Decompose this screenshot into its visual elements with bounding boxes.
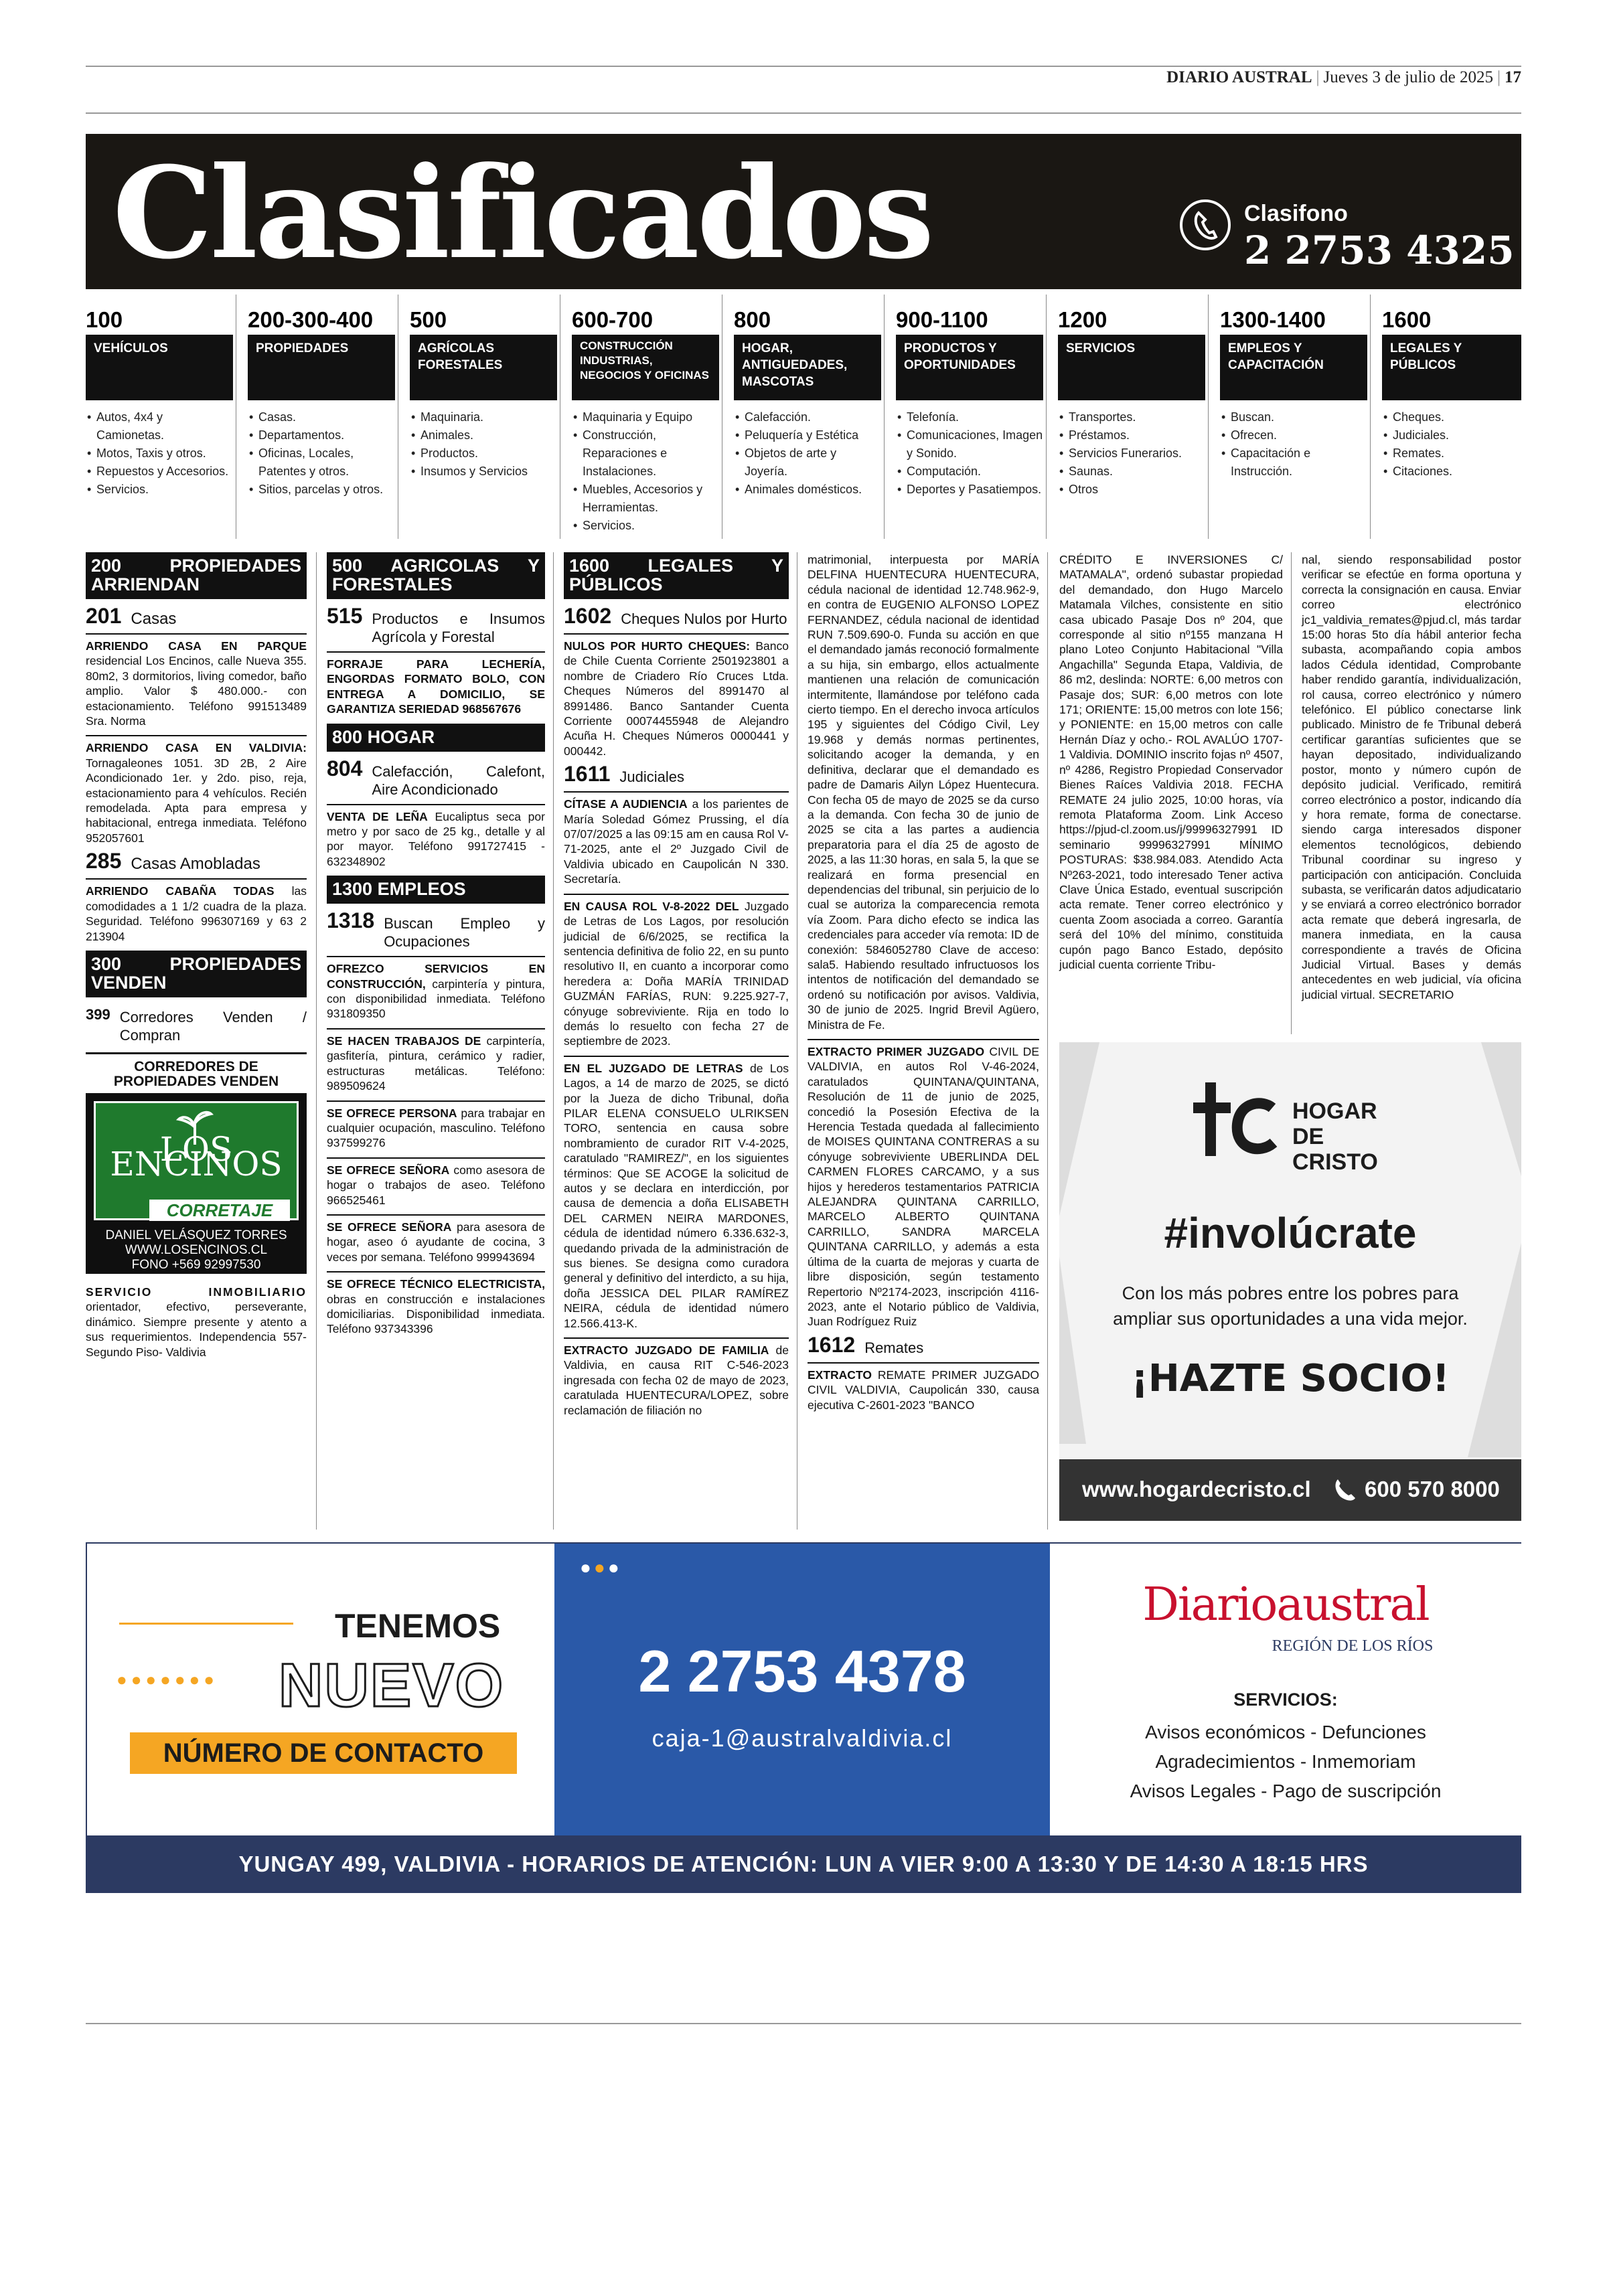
index-item: • Telefonía.	[907, 408, 1043, 426]
classified-ad: SERVICIO INMOBILIARIO orientador, efectivo, perseverante, dinámico. Siempre presente y atento a sus requerimientos. Independencia 557- Segundo Piso- Valdivia	[86, 1285, 307, 1359]
top-rule	[86, 66, 1521, 67]
diario-austral-contact-banner	[86, 1542, 1521, 1893]
header-date: Jueves 3 de julio de 2025	[1323, 68, 1493, 86]
classified-ad: CÍTASE A AUDIENCIA a los parientes de María Soledad Gómez Prussing, el día 07/07/2025 a las 09:15 am en causa Rol V-71-2025, ante el 2º Juzgado Civil de Valdivia ubicado en Caupolicán N 330. Secretaría.	[564, 791, 789, 886]
section-header-1300: 1300 EMPLEOS	[327, 876, 545, 904]
column-3	[564, 552, 789, 1424]
index-number: 1600	[1382, 307, 1432, 332]
column-divider	[1291, 552, 1292, 1034]
index-item: • Insumos y Servicios	[420, 463, 557, 481]
index-item: • Otros	[1069, 481, 1205, 499]
index-item: • Capacitación e Instrucción.	[1231, 444, 1367, 481]
classified-ad: SE OFRECE SEÑORA como asesora de hogar o trabajos de aseo. Teléfono 966525461	[327, 1157, 545, 1208]
logo-contact: DANIEL VELÁSQUEZ TORRES WWW.LOSENCINOS.CL FONO +569 92997530	[105, 1228, 287, 1272]
hogar-logo-name: HOGAR DE CRISTO	[1292, 1098, 1378, 1175]
clasifono-label: Clasifono	[1244, 201, 1348, 226]
index-item: • Departamentos.	[258, 426, 395, 444]
logo-panel	[94, 1101, 299, 1220]
index-item: • Judiciales.	[1393, 426, 1521, 444]
column-1	[86, 552, 307, 1366]
index-item: • Repuestos y Accesorios.	[96, 463, 233, 481]
index-item: • Servicios.	[583, 517, 719, 535]
index-number: 100	[86, 307, 123, 332]
index-item: • Autos, 4x4 y Camionetas.	[96, 408, 233, 444]
index-item: • Motos, Taxis y otros.	[96, 444, 233, 463]
index-number: 500	[410, 307, 447, 332]
phone-icon	[1332, 1477, 1358, 1502]
classified-ad: ARRIENDO CABAÑA TODAS las comodidades a 1 1/2 cuadra de la plaza. Seguridad. Teléfono 996307169 y 63 2 213904	[86, 878, 307, 944]
index-item: • Deportes y Pasatiempos.	[907, 481, 1043, 499]
index-1600	[1382, 307, 1521, 481]
footer-services-title: SERVICIOS:	[1233, 1690, 1338, 1710]
index-200	[248, 307, 395, 499]
subsection-399: 399 Corredores Venden / Compran	[86, 1005, 307, 1044]
footer-right-panel	[1050, 1544, 1521, 1835]
column-divider	[1047, 552, 1048, 1530]
index-label: HOGAR, ANTIGUEDADES, MASCOTAS	[734, 335, 881, 400]
index-items	[248, 408, 395, 499]
index-item: • Objetos de arte y Joyería.	[745, 444, 881, 481]
corredores-label: CORREDORES DE PROPIEDADES VENDEN	[86, 1052, 307, 1089]
index-items	[86, 408, 233, 499]
index-item: • Citaciones.	[1393, 463, 1521, 481]
index-item: • Maquinaria.	[420, 408, 557, 426]
index-100	[86, 307, 233, 499]
classified-ad: VENTA DE LEÑA Eucaliptus seca por metro y por saco de 25 kg., detalle y al por mayor. Teléfono 991727415 - 632348902	[327, 804, 545, 870]
index-item: • Préstamos.	[1069, 426, 1205, 444]
clasificados-banner	[86, 134, 1521, 289]
index-item: • Peluquería y Estética	[745, 426, 881, 444]
footer-email: caja-1@australvaldivia.cl	[652, 1724, 953, 1752]
index-divider	[1370, 295, 1371, 539]
classified-ad: SE OFRECE PERSONA para trabajar en cualquier ocupación, masculino. Teléfono 937599276	[327, 1100, 545, 1151]
index-item: • Cheques.	[1393, 408, 1521, 426]
classified-ad: ARRIENDO CASA EN PARQUE residencial Los Encinos, calle Nueva 355. 80m2, 3 dormitorios, living comedor, baño amplio. Valor $ 480.000.- con estacionamiento. Teléfono 991513489 Sra. Norma	[86, 633, 307, 728]
index-label: EMPLEOS Y CAPACITACIÓN	[1220, 335, 1367, 400]
index-item: • Comunicaciones, Imagen y Sonido.	[907, 426, 1043, 463]
index-item: • Servicios.	[96, 481, 233, 499]
header-page: 17	[1505, 68, 1521, 86]
index-item: • Muebles, Accesorios y Herramientas.	[583, 481, 719, 517]
footer-numero-contacto: NÚMERO DE CONTACTO	[130, 1732, 517, 1774]
index-item: • Computación.	[907, 463, 1043, 481]
index-500	[410, 307, 557, 481]
footer-address-bar: YUNGAY 499, VALDIVIA - HORARIOS DE ATENCIÓN: LUN A VIER 9:00 A 13:30 Y DE 14:30 A 18:15 HRS	[87, 1835, 1520, 1893]
index-item: • Construcción, Reparaciones e Instalaciones.	[583, 426, 719, 481]
index-items	[572, 408, 719, 535]
hogar-tagline: Con los más pobres entre los pobres para ampliar sus oportunidades a una vida mejor.	[1113, 1283, 1468, 1329]
footer-mid-panel	[554, 1544, 1050, 1835]
index-item: • Casas.	[258, 408, 395, 426]
logo-tag: CORRETAJE	[149, 1200, 290, 1221]
remate-notice-continued: nal, siendo responsabilidad postor verificar se efectúe en forma oportuna y correcta la consignación en causa. Enviar correo electrónico jc1_valdivia_remates@pjud.cl, más tardar 15:00 horas 5to día hábil anterior fecha subasta, acompañando copia ambos lados Cédula identidad, Comprobante haber rendido garantía, individualización, rol causa, correo electrónico y número telefónico. El público conectarse link publicado. Ministro de fe Tribunal deberá certificar garantías suficientes que se hayan depositado, individualizando postor, monto y número cupón de depósito judicial. Verificado, remitirá correo electrónico a postor, indicando día y hora remate, forma de conectarse. siendo carga interesados disponer elementos tecnológicos, debiendo Tribunal coordinar su ingreso y participación con anticipación. Concluida subasta, se verificarán datos adjudicatario y se enviará a correo electrónico borrador acta remate que deberá ingresarla, de manera inmediata, en la causa correspondiente a través de Oficina Judicial Virtual. Bases y demás antecedentes en web judicial, vía oficina judicial virtual. SECRETARIO	[1302, 553, 1521, 1001]
index-items	[1382, 408, 1521, 481]
index-item: • Transportes.	[1069, 408, 1205, 426]
hogar-bottom-bar	[1059, 1459, 1521, 1521]
subsection-1612: 1612 Remates	[808, 1332, 924, 1357]
footer-tenemos: TENEMOS	[335, 1607, 501, 1645]
index-divider	[884, 295, 885, 539]
classified-ad: EN EL JUZGADO DE LETRAS de Los Lagos, a 14 de marzo de 2025, se dictó por la Jueza de dicho Tribunal, doña PILAR ELENA CONSUELO ULRIKSEN TORO, sentencia en causa sobre nombramiento de curador RIT V-4-2025, caratulado "RAMIREZ/", en los siguientes términos: Que SE ACOGE la solicitud de autos y se declara en interdicción, por causa de demencia a doña ELISABETH DEL CARMEN NEIRA MARDONES, cédula de identidad número 6.336.632-3, quedando privada de la administración de sus bienes. Se designa como curadora general y definitivo del interdicto, a su hija, doña JESSICA DEL PILAR RAMÍREZ NEIRA, cédula de identidad número 12.566.413-K.	[564, 1056, 789, 1331]
index-item: • Calefacción.	[745, 408, 881, 426]
column-6	[1302, 552, 1521, 1002]
index-item: • Ofrecen.	[1231, 426, 1367, 444]
hogar-web: www.hogardecristo.cl	[1082, 1477, 1311, 1501]
footer-region: REGIÓN DE LOS RÍOS	[1272, 1637, 1434, 1655]
index-items	[896, 408, 1043, 499]
section-header-1600: 1600 LEGALES Y PÚBLICOS	[564, 552, 789, 599]
index-item: • Buscan.	[1231, 408, 1367, 426]
hogar-de-cristo-ad	[1059, 1042, 1521, 1521]
hogar-phone: 600 570 8000	[1365, 1477, 1500, 1501]
column-5	[1059, 552, 1283, 972]
logo-name: LOS ENCINOS	[110, 1129, 283, 1184]
phone-icon	[1180, 199, 1231, 250]
remate-notice: CRÉDITO E INVERSIONES C/ MATAMALA", ordenó subastar propiedad del demandado, don Hugo Marcelo Matamala Vilches, consistente en sitio casa ubicado Pasaje Dos nº 204, que corresponde al sitio nº155 manzana H plano Loteo Conjunto Habitacional "Villa Angachilla" Segunda Etapa, Valdivia, de 86 m2, deslinda: NORTE: 6,00 metros con Pasaje dos; SUR: 6,00 metros con lote 171; ORIENTE: 15,00 metros con lote 156; y PONIENTE: en 15,00 metros con calle Hernán Díaz y ocho.- ROL AVALÚO 1707-1 Valdivia. DOMINIO inscrito fojas nº 4507, nº 4286, Registro Propiedad Conservador Bienes Raíces Valdivia 2018. FECHA REMATE 24 julio 2025, 10:00 horas, vía remota Plataforma Zoom. Link Acceso https://pjud-cl.zoom.us/j/99996327991 ID seminario 99996327991 MÍNIMO POSTURAS: $38.984.083. Atendido Acta Nº263-2021, todo interesado Tener activa Clave Única Estado, eventual suscripción acta remate. Tener correo electrónico y cuenta Zoom asociada a correo. Garantía será del 10% del mínimo, constituida cupón pago Banco Estado, depósito judicial cuenta corriente Tribu-	[1059, 553, 1283, 971]
los-encinos-logo	[86, 1093, 307, 1274]
subsection-201: 201 Casas	[86, 604, 177, 628]
index-number: 900-1100	[896, 307, 988, 332]
index-label: SERVICIOS	[1058, 335, 1205, 400]
subsection-1611: 1611 Judiciales	[564, 762, 685, 787]
clasifono-number: 2 2753 4325	[1244, 228, 1515, 273]
classified-ad: SE HACEN TRABAJOS DE carpintería, gasfitería, pintura, cerámico y radier, estructuras metálicas. Teléfono: 989509624	[327, 1028, 545, 1094]
classified-ad: NULOS POR HURTO CHEQUES: Banco de Chile Cuenta Corriente 2501923801 a nombre de Criadero Río Cruces Ltda. Cheques Números del 8991470 al 8991486. Banco Santander Cuenta Corriente 00074455948 de Alejandro Acuña H. Cheques Números 0000441 y 000442.	[564, 633, 789, 758]
classified-ad: EXTRACTO JUZGADO DE FAMILIA de Valdivia, en causa RIT C-546-2023 ingresada con fecha 02 de mayo de 2023, caratulada HUENTECURA/LOPEZ, sobre reclamación de filiación no	[564, 1337, 789, 1418]
section-header-500: 500 AGRICOLAS Y FORESTALES	[327, 552, 545, 599]
index-1200	[1058, 307, 1205, 499]
index-600	[572, 307, 719, 535]
index-label: LEGALES Y PÚBLICOS	[1382, 335, 1521, 400]
classified-ad: ARRIENDO CASA EN VALDIVIA: Tornagaleones 1051. 3D 2B, 2 Aire Acondicionado 1er. y 2do. piso, reja, estacionamiento para 4 vehículos. Recién remodelada. Apta para empresa y habitacional, entrega inmediata. Teléfono 952057601	[86, 735, 307, 845]
banner-title: Clasificados	[112, 139, 932, 287]
subsection-285: 285 Casas Amobladas	[86, 849, 260, 874]
index-items	[734, 408, 881, 499]
index-label: PRODUCTOS Y OPORTUNIDADES	[896, 335, 1043, 400]
orange-dots: ●●●●●●●	[117, 1669, 218, 1690]
index-divider	[1046, 295, 1047, 539]
index-item: • Saunas.	[1069, 463, 1205, 481]
section-header-300: 300 PROPIEDADES VENDEN	[86, 951, 307, 997]
classified-ad: FORRAJE PARA LECHERÍA, ENGORDAS FORMATO BOLO, CON ENTREGA A DOMICILIO, SE GARANTIZA SERIEDAD 968567676	[327, 651, 545, 717]
bottom-rule	[86, 2023, 1521, 2024]
index-divider	[1208, 295, 1209, 539]
index-number: 600-700	[572, 307, 654, 332]
index-label: AGRÍCOLAS FORESTALES	[410, 335, 557, 400]
column-divider	[553, 552, 554, 1530]
index-items	[1058, 408, 1205, 499]
classified-ad: EXTRACTO PRIMER JUZGADO CIVIL DE VALDIVIA, en autos Rol V-46-2024, caratulados QUINTANA/QUINTANA, Resolución de 11 de junio de 2025, concedió la Posesión Efectiva de la Herencia Testada quedada al fallecimiento de MOISES QUINTANA CONTRERAS a su cónyuge sobreviviente UBERLINDA DEL CARMEN FLORES CARCAMO, y a sus hijos y herederos testamentarios PATRICIA ALEJANDRA QUINTANA CARRILLO, MARCELO ALBERTO QUINTANA CARRILLO, SANDRA MARCELA QUINTANA CARRILLO, y además a esta última de la cuarta de mejoras y cuarta de libre disposición, según testamento Repertorio Nº2174-2023, inscripción 4116-2023, ante el Notario público de Valdivia, Juan Rodríguez Ruiz	[808, 1039, 1039, 1329]
header-brand: DIARIO AUSTRAL	[1166, 68, 1312, 86]
column-4	[808, 552, 1039, 1419]
index-1300	[1220, 307, 1367, 481]
footer-left-panel	[87, 1544, 554, 1835]
index-800	[734, 307, 881, 499]
header-rule	[86, 112, 1521, 114]
hogar-cta: ¡HAZTE SOCIO!	[1131, 1357, 1450, 1400]
index-items	[410, 408, 557, 481]
page-header: DIARIO AUSTRAL | Jueves 3 de julio de 2025 | 17	[1166, 68, 1521, 86]
index-label: VEHÍCULOS	[86, 335, 233, 400]
footer-services-list: Avisos económicos - Defunciones Agradecimientos - Inmemoriam Avisos Legales - Pago de suscripción	[1130, 1722, 1442, 1801]
index-items	[1220, 408, 1367, 481]
index-item: • Maquinaria y Equipo	[583, 408, 719, 426]
dots-icon: ●●●	[580, 1557, 622, 1578]
classified-ad: SE OFRECE SEÑORA para asesora de hogar, aseo ó ayudante de cocina, 3 veces por semana. Teléfono 999943694	[327, 1214, 545, 1264]
index-item: • Remates.	[1393, 444, 1521, 463]
footer-phone: 2 2753 4378	[638, 1638, 966, 1704]
classified-ad: EN CAUSA ROL V-8-2022 DEL Juzgado de Letras de Los Lagos, por resolución judicial de 6/6/2025, se rectifica la sentencia definitiva de folio 22, en su punto resolutivo II, en cuanto a incorporar como heredera a: Doña MARÍA TRINIDAD GUZMÁN FARÍAS, RUN: 9.225.927-7, cónyuge sobreviviente. Rija en todo lo demás lo resuelto con fecha 27 de septiembre de 2023.	[564, 894, 789, 1049]
index-label: PROPIEDADES	[248, 335, 395, 400]
column-2	[327, 552, 545, 1343]
index-item: • Oficinas, Locales, Patentes y otros.	[258, 444, 395, 481]
section-header-800: 800 HOGAR	[327, 724, 545, 752]
subsection-515: 515 Productos e Insumos Agrícola y Forestal	[327, 604, 545, 645]
footer-nuevo: NUEVO	[279, 1651, 505, 1720]
legal-notice-continued: matrimonial, interpuesta por MARÍA DELFINA HUENTECURA HUENTECURA, cédula nacional de identidad 12.748.962-9, en contra de EUGENIO ALFONSO LOPEZ FERNANDEZ, cédula nacional de identidad RUN 7.509.690-0. Funda su acción en que el demandado jamás reconoció formalmente a su hija, sin embargo, ellos actualmente mantienen una relación de comunicación intermitente, llamándose por teléfono cada cierto tiempo. En el derecho invoca artículos 195 y siguientes del Código Civil, Ley 19.968 y demás normas pertinentes, solicitando acoger la demanda, y en definitiva, declarar que el demandado es padre de Damaris Ailyn López Huentecura. Con fecha 05 de mayo de 2025 se da curso a la demanda. Con fecha 30 de junio de 2025 se cita a las partes a audiencia preparatoria para el día 25 de agosto de 2025, a las 11:30 horas, en sala 5, la que se realizará en forma presencial en dependencias del tribunal, sin perjuicio de lo cual se autoriza la comparecencia remota vía Zoom. Para dicho efecto se indica las credenciales para acceder vía remota: ID de conexión: 5846052780 Clave de acceso: sala5. Habiendo resultado infructuosos los intentos de notificación del demandado se ordenó su notificación por avisos. Valdivia, 30 de junio de 2025. Ingrid Brevil Agüero, Ministra de Fe.	[808, 553, 1039, 1032]
index-item: • Animales domésticos.	[745, 481, 881, 499]
hogar-hashtag: #involúcrate	[1164, 1209, 1417, 1257]
column-divider	[316, 552, 317, 1530]
index-number: 1200	[1058, 307, 1107, 332]
hogar-logo-icon	[1193, 1076, 1280, 1163]
footer-brand: Diarioaustral	[1142, 1578, 1429, 1631]
index-number: 1300-1400	[1220, 307, 1326, 332]
orange-rule	[119, 1623, 293, 1625]
subsection-1318: 1318 Buscan Empleo y Ocupaciones	[327, 908, 545, 951]
index-item: • Servicios Funerarios.	[1069, 444, 1205, 463]
classified-ad: SE OFRECE TÉCNICO ELECTRICISTA, obras en construcción e instalaciones domiciliarias. Disponibilidad inmediata. Teléfono 937343396	[327, 1271, 545, 1337]
classified-ad: EXTRACTO REMATE PRIMER JUZGADO CIVIL VALDIVIA, Caupolicán 330, causa ejecutiva C-2601-2023 "BANCO	[808, 1362, 1039, 1412]
index-item: • Productos.	[420, 444, 557, 463]
index-number: 200-300-400	[248, 307, 374, 332]
index-900	[896, 307, 1043, 499]
subsection-804: 804 Calefacción, Calefont, Aire Acondicionado	[327, 756, 545, 798]
subsection-1602: 1602 Cheques Nulos por Hurto	[564, 604, 787, 628]
classified-ad: OFREZCO SERVICIOS EN CONSTRUCCIÓN, carpintería y pintura, con disponibilidad inmediata. Teléfono 931809350	[327, 956, 545, 1021]
section-header-200: 200 PROPIEDADES ARRIENDAN	[86, 552, 307, 599]
index-item: • Animales.	[420, 426, 557, 444]
index-label: CONSTRUCCIÓN INDUSTRIAS, NEGOCIOS Y OFICINAS	[572, 335, 719, 400]
index-item: • Sitios, parcelas y otros.	[258, 481, 395, 499]
index-number: 800	[734, 307, 771, 332]
